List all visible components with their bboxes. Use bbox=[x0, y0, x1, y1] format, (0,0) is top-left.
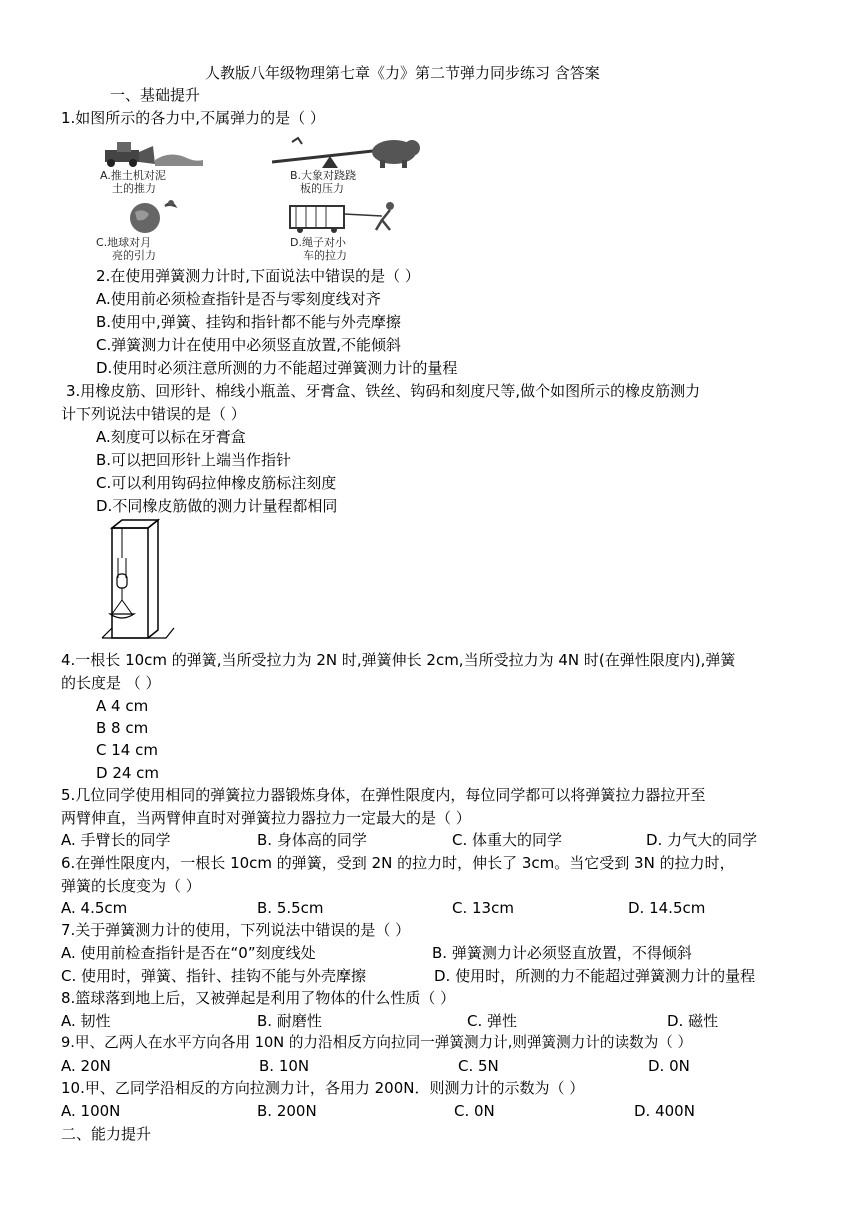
question-9-option-c: C. 5N bbox=[458, 1057, 499, 1075]
question-8-option-b: B. 耐磨性 bbox=[257, 1012, 322, 1030]
page-title: 人教版八年级物理第七章《力》第二节弹力同步练习 含答案 bbox=[205, 64, 600, 82]
question-7-option-a: A. 使用前检查指针是否在“0”刻度线处 bbox=[61, 944, 316, 962]
question-6-option-c: C. 13cm bbox=[452, 899, 514, 917]
question-2-option-c: C.弹簧测力计在使用中必须竖直放置,不能倾斜 bbox=[96, 336, 402, 354]
question-7-option-c: C. 使用时，弹簧、指针、挂钩不能与外壳摩擦 bbox=[61, 967, 367, 985]
question-6-option-b: B. 5.5cm bbox=[257, 899, 324, 917]
question-4-stem-line2: 的长度是 （ ） bbox=[61, 674, 161, 692]
question-1-stem: 1.如图所示的各力中,不属弹力的是（ ） bbox=[61, 109, 325, 127]
question-4-option-a: A 4 cm bbox=[96, 697, 149, 715]
question-5-option-c: C. 体重大的同学 bbox=[452, 831, 563, 849]
question-6-option-d: D. 14.5cm bbox=[628, 899, 706, 917]
rubber-band-meter-figure bbox=[98, 518, 178, 646]
question-6-stem-line2: 弹簧的长度变为（ ） bbox=[61, 877, 201, 895]
question-2-option-a: A.使用前必须检查指针是否与零刻度线对齐 bbox=[96, 290, 381, 308]
question-8-option-d: D. 磁性 bbox=[667, 1012, 719, 1030]
bulldozer-figure bbox=[95, 138, 215, 168]
question-10-option-d: D. 400N bbox=[634, 1102, 695, 1120]
figure-c-caption-line2: 亮的引力 bbox=[112, 249, 156, 262]
question-8-stem: 8.篮球落到地上后，又被弹起是利用了物体的什么性质（ ） bbox=[61, 989, 456, 1007]
question-3-option-a: A.刻度可以标在牙膏盒 bbox=[96, 428, 246, 446]
elephant-seesaw-figure bbox=[272, 136, 422, 170]
question-3-stem-line1: 3.用橡皮筋、回形针、棉线小瓶盖、牙膏盒、铁丝、钩码和刻度尺等,做个如图所示的橡皮筋测力 bbox=[66, 382, 701, 400]
question-5-stem-line1: 5.几位同学使用相同的弹簧拉力器锻炼身体，在弹性限度内，每位同学都可以将弹簧拉力器拉开至 bbox=[61, 786, 706, 804]
question-4-option-d: D 24 cm bbox=[96, 764, 160, 782]
question-3-stem-line2: 计下列说法中错误的是（ ） bbox=[61, 405, 246, 423]
question-10-option-b: B. 200N bbox=[257, 1102, 317, 1120]
figure-c-caption-line1: C.地球对月 bbox=[96, 236, 152, 249]
question-7-stem: 7.关于弹簧测力计的使用，下列说法中错误的是（ ） bbox=[61, 921, 411, 939]
figure-b-caption-line1: B.大象对跷跷 bbox=[290, 169, 357, 182]
section-heading-basic: 一、基础提升 bbox=[110, 86, 201, 104]
question-5-option-a: A. 手臂长的同学 bbox=[61, 831, 171, 849]
question-2-option-d: D.使用时必须注意所测的力不能超过弹簧测力计的量程 bbox=[96, 359, 458, 377]
question-7-option-d: D. 使用时，所测的力不能超过弹簧测力计的量程 bbox=[434, 967, 756, 985]
figure-d-caption-line2: 车的拉力 bbox=[303, 249, 347, 262]
question-7-option-b: B. 弹簧测力计必须竖直放置，不得倾斜 bbox=[432, 944, 692, 962]
figure-a-caption-line2: 土的推力 bbox=[112, 182, 156, 195]
question-4-option-c: C 14 cm bbox=[96, 741, 158, 759]
question-3-option-d: D.不同橡皮筋做的测力计量程都相同 bbox=[96, 497, 338, 515]
figure-d-caption-line1: D.绳子对小 bbox=[290, 236, 346, 249]
rope-cart-figure bbox=[286, 200, 416, 234]
figure-a-caption-line1: A.推土机对泥 bbox=[100, 169, 166, 182]
question-9-stem: 9.甲、乙两人在水平方向各用 10N 的力沿相反方向拉同一弹簧测力计,则弹簧测力计的读数为（ ） bbox=[61, 1034, 693, 1051]
question-3-option-c: C.可以利用钩码拉伸橡皮筋标注刻度 bbox=[96, 474, 337, 492]
question-9-option-b: B. 10N bbox=[259, 1057, 310, 1075]
question-6-stem-line1: 6.在弹性限度内，一根长 10cm 的弹簧，受到 2N 的拉力时，伸长了 3cm。当它受到 3N 的拉力时， bbox=[61, 854, 735, 872]
question-10-option-a: A. 100N bbox=[61, 1102, 121, 1120]
figure-b-caption-line2: 板的压力 bbox=[300, 182, 344, 195]
question-8-option-a: A. 韧性 bbox=[61, 1012, 111, 1030]
section-heading-advanced: 二、能力提升 bbox=[61, 1125, 152, 1143]
question-5-option-d: D. 力气大的同学 bbox=[646, 831, 758, 849]
question-2-option-b: B.使用中,弹簧、挂钩和指针都不能与外壳摩擦 bbox=[96, 313, 401, 331]
question-8-option-c: C. 弹性 bbox=[467, 1012, 518, 1030]
earth-moon-figure bbox=[115, 198, 195, 234]
question-10-stem: 10.甲、乙同学沿相反的方向拉测力计，各用力 200N．则测力计的示数为（ ） bbox=[61, 1079, 585, 1097]
question-5-option-b: B. 身体高的同学 bbox=[257, 831, 367, 849]
question-2-stem: 2.在使用弹簧测力计时,下面说法中错误的是（ ） bbox=[96, 267, 420, 285]
question-9-option-a: A. 20N bbox=[61, 1057, 111, 1075]
question-3-option-b: B.可以把回形针上端当作指针 bbox=[96, 451, 292, 469]
question-9-option-d: D. 0N bbox=[648, 1057, 690, 1075]
question-5-stem-line2: 两臂伸直，当两臂伸直时对弹簧拉力器拉力一定最大的是（ ） bbox=[61, 809, 471, 827]
question-6-option-a: A. 4.5cm bbox=[61, 899, 128, 917]
question-4-option-b: B 8 cm bbox=[96, 719, 149, 737]
question-4-stem-line1: 4.一根长 10cm 的弹簧,当所受拉力为 2N 时,弹簧伸长 2cm,当所受拉力为 4N 时(在弹性限度内),弹簧 bbox=[61, 651, 736, 669]
question-10-option-c: C. 0N bbox=[454, 1102, 495, 1120]
